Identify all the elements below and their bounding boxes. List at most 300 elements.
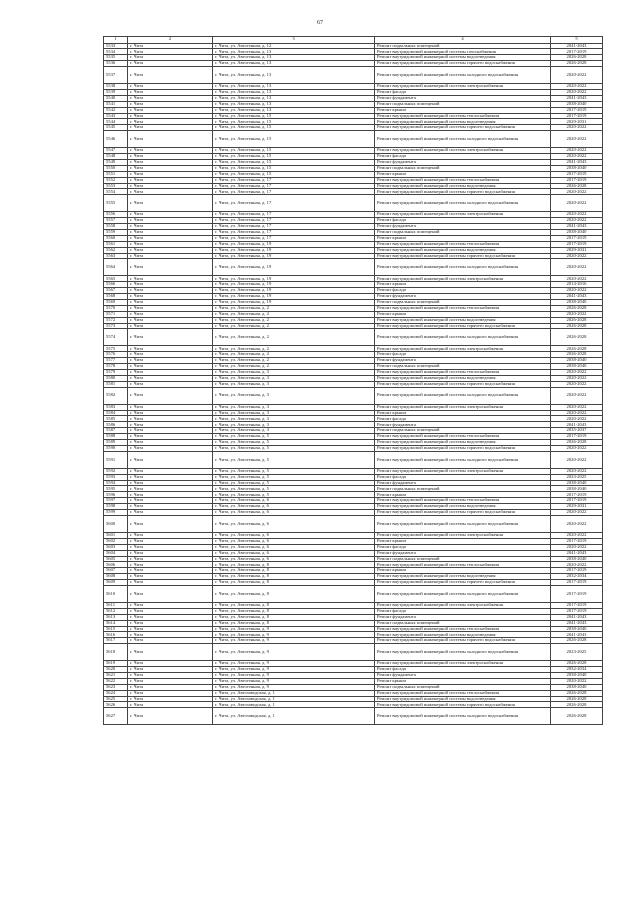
work-type-cell: Ремонт внутридомовой инженерной системы холодного водоснабжения — [375, 387, 551, 404]
period-cell: 2035-2037 — [551, 428, 603, 434]
row-number-cell: 5581 — [104, 381, 128, 387]
address-cell: г. Чита, ул. Автогенная, д. 9 — [213, 638, 375, 644]
city-cell: г. Чита — [128, 177, 213, 183]
work-type-cell: Ремонт внутридомовой инженерной системы электроснабжения — [375, 212, 551, 218]
work-type-cell: Ремонт внутридомовой инженерной системы водоотведения — [375, 119, 551, 125]
period-cell: 2020-2022 — [551, 468, 603, 474]
city-cell: г. Чита — [128, 311, 213, 317]
row-number-cell: 5563 — [104, 253, 128, 259]
address-cell: г. Чита, ул. Автогенная, д. 19 — [213, 300, 375, 306]
address-cell: г. Чита, ул. Автогенная, д. 5 — [213, 492, 375, 498]
period-cell: 2017-2019 — [551, 434, 603, 440]
work-type-cell: Ремонт подвальных помещений — [375, 43, 551, 49]
period-cell: 2017-2019 — [551, 498, 603, 504]
period-cell: 2041-2043 — [551, 294, 603, 300]
row-number-cell: 5579 — [104, 370, 128, 376]
city-cell: г. Чита — [128, 702, 213, 708]
period-cell: 2041-2043 — [551, 620, 603, 626]
city-cell: г. Чита — [128, 708, 213, 725]
period-cell: 2017-2019 — [551, 492, 603, 498]
row-number-cell: 5545 — [104, 125, 128, 131]
period-cell: 2026-2028 — [551, 440, 603, 446]
address-cell: г. Чита, ул. Автогенная, д. 2 — [213, 358, 375, 364]
city-cell: г. Чита — [128, 445, 213, 451]
work-type-cell: Ремонт внутридомовой инженерной системы электроснабжения — [375, 602, 551, 608]
work-type-cell: Ремонт фундамента — [375, 480, 551, 486]
table-row — [104, 329, 603, 346]
city-cell: г. Чита — [128, 49, 213, 55]
row-number-cell: 5569 — [104, 300, 128, 306]
work-type-cell: Ремонт крыши — [375, 171, 551, 177]
period-cell: 2020-2022 — [551, 259, 603, 276]
row-number-cell: 5583 — [104, 404, 128, 410]
row-number-cell: 5625 — [104, 696, 128, 702]
row-number-cell: 5589 — [104, 440, 128, 446]
work-type-cell: Ремонт крыши — [375, 235, 551, 241]
work-type-cell: Ремонт внутридомовой инженерной системы горячего водоснабжения — [375, 323, 551, 329]
address-cell: г. Чита, ул. Автогенная, д. 15 — [213, 159, 375, 165]
period-cell: 2020-2022 — [551, 89, 603, 95]
work-type-cell: Ремонт внутридомовой инженерной системы горячего водоснабжения — [375, 702, 551, 708]
address-cell: г. Чита, ул. Автогенная, д. 5 — [213, 445, 375, 451]
row-number-cell: 5541 — [104, 101, 128, 107]
city-cell: г. Чита — [128, 229, 213, 235]
work-type-cell: Ремонт фасада — [375, 474, 551, 480]
work-type-cell: Ремонт крыши — [375, 538, 551, 544]
work-type-cell: Ремонт внутридомовой инженерной системы водоотведения — [375, 317, 551, 323]
city-cell: г. Чита — [128, 440, 213, 446]
period-cell: 2041-2043 — [551, 550, 603, 556]
city-cell: г. Чита — [128, 404, 213, 410]
row-number-cell: 5600 — [104, 515, 128, 532]
address-cell: г. Чита, ул. Автогенная, д. 5 — [213, 451, 375, 468]
row-number-cell: 5533 — [104, 43, 128, 49]
city-cell: г. Чита — [128, 241, 213, 247]
row-number-cell: 5544 — [104, 119, 128, 125]
address-cell: г. Чита, ул. Автогенная, д. 13 — [213, 61, 375, 67]
address-cell: г. Чита, ул. Автогенная, д. 6 — [213, 504, 375, 510]
period-cell: 2020-2022 — [551, 445, 603, 451]
row-number-cell: 5577 — [104, 358, 128, 364]
address-cell: г. Чита, ул. Автогенная, д. 15 — [213, 165, 375, 171]
address-cell: г. Чита, ул. Автогенная, д. 19 — [213, 294, 375, 300]
period-cell: 2026-2028 — [551, 352, 603, 358]
row-number-cell: 5585 — [104, 416, 128, 422]
address-cell: г. Чита, ул. Автогенная, д. 8 — [213, 580, 375, 586]
work-type-cell: Ремонт внутридомовой инженерной системы горячего водоснабжения — [375, 61, 551, 67]
table-row — [104, 644, 603, 661]
work-type-cell: Ремонт внутридомовой инженерной системы теплоснабжения — [375, 370, 551, 376]
work-type-cell: Ремонт фасада — [375, 352, 551, 358]
address-cell: г. Чита, ул. Автогенная, д. 5 — [213, 480, 375, 486]
city-cell: г. Чита — [128, 224, 213, 230]
row-number-cell: 5548 — [104, 154, 128, 160]
city-cell: г. Чита — [128, 165, 213, 171]
period-cell: 2017-2019 — [551, 608, 603, 614]
period-cell: 2017-2019 — [551, 568, 603, 574]
work-type-cell: Ремонт внутридомовой инженерной системы водоотведения — [375, 696, 551, 702]
address-cell: г. Чита, ул. Автогенная, д. 15 — [213, 171, 375, 177]
period-cell: 2041-2043 — [551, 43, 603, 49]
address-cell: г. Чита, ул. Автогенная, д. 8 — [213, 574, 375, 580]
table-row — [104, 585, 603, 602]
row-number-cell: 5615 — [104, 626, 128, 632]
city-cell: г. Чита — [128, 171, 213, 177]
city-cell: г. Чита — [128, 235, 213, 241]
period-cell: 2017-2019 — [551, 585, 603, 602]
row-number-cell: 5575 — [104, 346, 128, 352]
work-type-cell: Ремонт внутридомовой инженерной системы холодного водоснабжения — [375, 131, 551, 148]
address-cell: г. Чита, ул. Автогенная, д. 9 — [213, 661, 375, 667]
work-type-cell: Ремонт подвальных помещений — [375, 620, 551, 626]
period-cell: 2026-2028 — [551, 702, 603, 708]
period-cell: 2041-2043 — [551, 614, 603, 620]
city-cell: г. Чита — [128, 684, 213, 690]
row-number-cell: 5623 — [104, 684, 128, 690]
period-cell: 2038-2040 — [551, 684, 603, 690]
row-number-cell: 5595 — [104, 486, 128, 492]
row-number-cell: 5560 — [104, 235, 128, 241]
period-cell: 2017-2019 — [551, 177, 603, 183]
period-cell: 2020-2022 — [551, 154, 603, 160]
register-body — [104, 43, 603, 725]
period-cell: 2020-2022 — [551, 253, 603, 259]
city-cell: г. Чита — [128, 510, 213, 516]
address-cell: г. Чита, ул. Автогенная, д. 17 — [213, 212, 375, 218]
row-number-cell: 5550 — [104, 165, 128, 171]
row-number-cell: 5540 — [104, 95, 128, 101]
period-cell: 2017-2019 — [551, 241, 603, 247]
work-type-cell: Ремонт внутридомовой инженерной системы холодного водоснабжения — [375, 195, 551, 212]
work-type-cell: Ремонт внутридомовой инженерной системы горячего водоснабжения — [375, 445, 551, 451]
period-cell: 2020-2022 — [551, 451, 603, 468]
table-row — [104, 131, 603, 148]
address-cell: г. Чита, ул. Автогенная, д. 6 — [213, 515, 375, 532]
address-cell: г. Чита, ул. Автогенная, д. 3 — [213, 428, 375, 434]
address-cell: г. Чита, ул. Автогенная, д. 19 — [213, 253, 375, 259]
column-header: 5 — [551, 37, 603, 44]
city-cell: г. Чита — [128, 672, 213, 678]
city-cell: г. Чита — [128, 247, 213, 253]
period-cell: 2020-2022 — [551, 515, 603, 532]
period-cell: 2029-2031 — [551, 504, 603, 510]
row-number-cell: 5617 — [104, 638, 128, 644]
address-cell: г. Чита, ул. Автогенная, д. 17 — [213, 235, 375, 241]
row-number-cell: 5598 — [104, 504, 128, 510]
address-cell: г. Чита, ул. Автозаводская, д. 1 — [213, 702, 375, 708]
city-cell: г. Чита — [128, 608, 213, 614]
city-cell: г. Чита — [128, 632, 213, 638]
address-cell: г. Чита, ул. Автогенная, д. 15 — [213, 148, 375, 154]
city-cell: г. Чита — [128, 317, 213, 323]
city-cell: г. Чита — [128, 381, 213, 387]
period-cell: 2023-2025 — [551, 644, 603, 661]
work-type-cell: Ремонт внутридомовой инженерной системы горячего водоснабжения — [375, 638, 551, 644]
city-cell: г. Чита — [128, 585, 213, 602]
period-cell: 2020-2022 — [551, 678, 603, 684]
work-type-cell: Ремонт внутридомовой инженерной системы горячего водоснабжения — [375, 381, 551, 387]
work-type-cell: Ремонт фундамента — [375, 224, 551, 230]
period-cell: 2026-2028 — [551, 55, 603, 61]
city-cell: г. Чита — [128, 183, 213, 189]
address-cell: г. Чита, ул. Автогенная, д. 13 — [213, 107, 375, 113]
period-cell: 2017-2019 — [551, 538, 603, 544]
row-number-cell: 5587 — [104, 428, 128, 434]
row-number-cell: 5606 — [104, 562, 128, 568]
address-cell: г. Чита, ул. Автогенная, д. 5 — [213, 468, 375, 474]
address-cell: г. Чита, ул. Автогенная, д. 19 — [213, 241, 375, 247]
address-cell: г. Чита, ул. Автогенная, д. 15 — [213, 125, 375, 131]
work-type-cell: Ремонт внутридомовой инженерной системы электроснабжения — [375, 148, 551, 154]
work-type-cell: Ремонт подвальных помещений — [375, 684, 551, 690]
period-cell: 2026-2028 — [551, 346, 603, 352]
row-number-cell: 5566 — [104, 282, 128, 288]
city-cell: г. Чита — [128, 486, 213, 492]
row-number-cell: 5549 — [104, 159, 128, 165]
period-cell: 2020-2022 — [551, 375, 603, 381]
work-type-cell: Ремонт внутридомовой инженерной системы теплоснабжения — [375, 113, 551, 119]
address-cell: г. Чита, ул. Автогенная, д. 2 — [213, 323, 375, 329]
work-type-cell: Ремонт внутридомовой инженерной системы холодного водоснабжения — [375, 259, 551, 276]
city-cell: г. Чита — [128, 89, 213, 95]
row-number-cell: 5547 — [104, 148, 128, 154]
period-cell: 2038-2040 — [551, 229, 603, 235]
period-cell: 2020-2022 — [551, 67, 603, 84]
period-cell: 2038-2040 — [551, 486, 603, 492]
work-type-cell: Ремонт фундамента — [375, 159, 551, 165]
work-type-cell: Ремонт фундамента — [375, 95, 551, 101]
city-cell: г. Чита — [128, 61, 213, 67]
work-type-cell: Ремонт подвальных помещений — [375, 486, 551, 492]
table-row — [104, 195, 603, 212]
row-number-cell: 5574 — [104, 329, 128, 346]
work-type-cell: Ремонт фасада — [375, 288, 551, 294]
city-cell: г. Чита — [128, 346, 213, 352]
address-cell: г. Чита, ул. Автогенная, д. 13 — [213, 95, 375, 101]
city-cell: г. Чита — [128, 538, 213, 544]
city-cell: г. Чита — [128, 101, 213, 107]
work-type-cell: Ремонт крыши — [375, 678, 551, 684]
city-cell: г. Чита — [128, 387, 213, 404]
row-number-cell: 5624 — [104, 690, 128, 696]
period-cell: 2017-2019 — [551, 49, 603, 55]
period-cell: 2020-2022 — [551, 416, 603, 422]
address-cell: г. Чита, ул. Автогенная, д. 3 — [213, 381, 375, 387]
row-number-cell: 5564 — [104, 259, 128, 276]
work-type-cell: Ремонт внутридомовой инженерной системы теплоснабжения — [375, 305, 551, 311]
period-cell: 2041-2043 — [551, 95, 603, 101]
period-cell: 2041-2043 — [551, 224, 603, 230]
period-cell: 2041-2043 — [551, 632, 603, 638]
work-type-cell: Ремонт внутридомовой инженерной системы теплоснабжения — [375, 498, 551, 504]
city-cell: г. Чита — [128, 189, 213, 195]
city-cell: г. Чита — [128, 329, 213, 346]
work-type-cell: Ремонт внутридомовой инженерной системы горячего водоснабжения — [375, 125, 551, 131]
work-type-cell: Ремонт фасада — [375, 218, 551, 224]
city-cell: г. Чита — [128, 416, 213, 422]
address-cell: г. Чита, ул. Автогенная, д. 9 — [213, 678, 375, 684]
period-cell: 2029-2031 — [551, 247, 603, 253]
address-cell: г. Чита, ул. Автогенная, д. 5 — [213, 440, 375, 446]
work-type-cell: Ремонт внутридомовой инженерной системы электроснабжения — [375, 404, 551, 410]
row-number-cell: 5565 — [104, 276, 128, 282]
column-header: 4 — [375, 37, 551, 44]
city-cell: г. Чита — [128, 323, 213, 329]
address-cell: г. Чита, ул. Автогенная, д. 2 — [213, 311, 375, 317]
period-cell: 2041-2043 — [551, 159, 603, 165]
period-cell: 2020-2022 — [551, 544, 603, 550]
city-cell: г. Чита — [128, 451, 213, 468]
address-cell: г. Чита, ул. Автогенная, д. 8 — [213, 568, 375, 574]
row-number-cell: 5592 — [104, 468, 128, 474]
address-cell: г. Чита, ул. Автогенная, д. 17 — [213, 224, 375, 230]
address-cell: г. Чита, ул. Автогенная, д. 17 — [213, 218, 375, 224]
city-cell: г. Чита — [128, 148, 213, 154]
period-cell: 2032-2034 — [551, 667, 603, 673]
row-number-cell: 5590 — [104, 445, 128, 451]
work-type-cell: Ремонт внутридомовой инженерной системы водоотведения — [375, 247, 551, 253]
row-number-cell: 5602 — [104, 538, 128, 544]
work-type-cell: Ремонт фундамента — [375, 550, 551, 556]
work-type-cell: Ремонт фасада — [375, 89, 551, 95]
work-type-cell: Ремонт фасада — [375, 416, 551, 422]
city-cell: г. Чита — [128, 370, 213, 376]
work-type-cell: Ремонт внутридомовой инженерной системы электроснабжения — [375, 532, 551, 538]
work-type-cell: Ремонт внутридомовой инженерной системы газоснабжения — [375, 49, 551, 55]
work-type-cell: Ремонт внутридомовой инженерной системы холодного водоснабжения — [375, 329, 551, 346]
row-number-cell: 5613 — [104, 614, 128, 620]
work-type-cell: Ремонт внутридомовой инженерной системы теплоснабжения — [375, 626, 551, 632]
period-cell: 2038-2040 — [551, 101, 603, 107]
city-cell: г. Чита — [128, 67, 213, 84]
period-cell: 2020-2022 — [551, 311, 603, 317]
period-cell: 2014-2016 — [551, 282, 603, 288]
city-cell: г. Чита — [128, 259, 213, 276]
table-row — [104, 515, 603, 532]
period-cell: 2020-2022 — [551, 148, 603, 154]
city-cell: г. Чита — [128, 602, 213, 608]
city-cell: г. Чита — [128, 568, 213, 574]
address-cell: г. Чита, ул. Автогенная, д. 13 — [213, 49, 375, 55]
row-number-cell: 5576 — [104, 352, 128, 358]
row-number-cell: 5551 — [104, 171, 128, 177]
period-cell: 2032-2034 — [551, 574, 603, 580]
city-cell: г. Чита — [128, 696, 213, 702]
address-cell: г. Чита, ул. Автогенная, д. 12 — [213, 43, 375, 49]
row-number-cell: 5535 — [104, 55, 128, 61]
work-type-cell: Ремонт внутридомовой инженерной системы водоотведения — [375, 55, 551, 61]
city-cell: г. Чита — [128, 55, 213, 61]
city-cell: г. Чита — [128, 300, 213, 306]
address-cell: г. Чита, ул. Автогенная, д. 2 — [213, 317, 375, 323]
address-cell: г. Чита, ул. Автогенная, д. 13 — [213, 101, 375, 107]
address-cell: г. Чита, ул. Автогенная, д. 8 — [213, 620, 375, 626]
city-cell: г. Чита — [128, 498, 213, 504]
work-type-cell: Ремонт внутридомовой инженерной системы теплоснабжения — [375, 690, 551, 696]
period-cell: 2020-2022 — [551, 370, 603, 376]
work-type-cell: Ремонт фундамента — [375, 294, 551, 300]
capital-repair-register-table — [103, 36, 603, 725]
table-row — [104, 708, 603, 725]
period-cell: 2038-2040 — [551, 626, 603, 632]
row-number-cell: 5605 — [104, 556, 128, 562]
row-number-cell: 5554 — [104, 189, 128, 195]
address-cell: г. Чита, ул. Автогенная, д. 17 — [213, 195, 375, 212]
address-cell: г. Чита, ул. Автогенная, д. 15 — [213, 119, 375, 125]
address-cell: г. Чита, ул. Автогенная, д. 19 — [213, 282, 375, 288]
row-number-cell: 5553 — [104, 183, 128, 189]
period-cell: 2020-2022 — [551, 387, 603, 404]
row-number-cell: 5611 — [104, 602, 128, 608]
city-cell: г. Чита — [128, 125, 213, 131]
work-type-cell: Ремонт крыши — [375, 492, 551, 498]
city-cell: г. Чита — [128, 84, 213, 90]
column-header: 2 — [128, 37, 213, 44]
work-type-cell: Ремонт внутридомовой инженерной системы водоотведения — [375, 440, 551, 446]
address-cell: г. Чита, ул. Автогенная, д. 8 — [213, 585, 375, 602]
city-cell: г. Чита — [128, 428, 213, 434]
period-cell: 2020-2022 — [551, 218, 603, 224]
work-type-cell: Ремонт внутридомовой инженерной системы теплоснабжения — [375, 241, 551, 247]
address-cell: г. Чита, ул. Автогенная, д. 6 — [213, 532, 375, 538]
work-type-cell: Ремонт внутридомовой инженерной системы горячего водоснабжения — [375, 189, 551, 195]
period-cell: 2038-2040 — [551, 165, 603, 171]
city-cell: г. Чита — [128, 556, 213, 562]
row-number-cell: 5618 — [104, 644, 128, 661]
row-number-cell: 5568 — [104, 294, 128, 300]
city-cell: г. Чита — [128, 288, 213, 294]
work-type-cell: Ремонт крыши — [375, 311, 551, 317]
city-cell: г. Чита — [128, 253, 213, 259]
work-type-cell: Ремонт крыши — [375, 410, 551, 416]
work-type-cell: Ремонт внутридомовой инженерной системы теплоснабжения — [375, 177, 551, 183]
row-number-cell: 5534 — [104, 49, 128, 55]
work-type-cell: Ремонт внутридомовой инженерной системы теплоснабжения — [375, 434, 551, 440]
row-number-cell: 5603 — [104, 544, 128, 550]
work-type-cell: Ремонт внутридомовой инженерной системы горячего водоснабжения — [375, 253, 551, 259]
period-cell: 2020-2022 — [551, 131, 603, 148]
address-cell: г. Чита, ул. Автогенная, д. 13 — [213, 67, 375, 84]
work-type-cell: Ремонт фасада — [375, 667, 551, 673]
address-cell: г. Чита, ул. Автогенная, д. 19 — [213, 288, 375, 294]
row-number-cell: 5542 — [104, 107, 128, 113]
row-number-cell: 5596 — [104, 492, 128, 498]
period-cell: 2020-2022 — [551, 84, 603, 90]
period-cell: 2038-2040 — [551, 556, 603, 562]
address-cell: г. Чита, ул. Автогенная, д. 9 — [213, 626, 375, 632]
address-cell: г. Чита, ул. Автогенная, д. 2 — [213, 305, 375, 311]
row-number-cell: 5537 — [104, 67, 128, 84]
city-cell: г. Чита — [128, 614, 213, 620]
work-type-cell: Ремонт внутридомовой инженерной системы холодного водоснабжения — [375, 708, 551, 725]
row-number-cell: 5621 — [104, 672, 128, 678]
row-number-cell: 5601 — [104, 532, 128, 538]
city-cell: г. Чита — [128, 375, 213, 381]
row-number-cell: 5573 — [104, 323, 128, 329]
period-cell: 2017-2019 — [551, 580, 603, 586]
address-cell: г. Чита, ул. Автогенная, д. 8 — [213, 602, 375, 608]
address-cell: г. Чита, ул. Автогенная, д. 3 — [213, 375, 375, 381]
address-cell: г. Чита, ул. Автозаводская, д. 1 — [213, 696, 375, 702]
address-cell: г. Чита, ул. Автогенная, д. 17 — [213, 183, 375, 189]
row-number-cell: 5627 — [104, 708, 128, 725]
row-number-cell: 5552 — [104, 177, 128, 183]
work-type-cell: Ремонт крыши — [375, 282, 551, 288]
city-cell: г. Чита — [128, 352, 213, 358]
city-cell: г. Чита — [128, 667, 213, 673]
work-type-cell: Ремонт подвальных помещений — [375, 364, 551, 370]
city-cell: г. Чита — [128, 492, 213, 498]
